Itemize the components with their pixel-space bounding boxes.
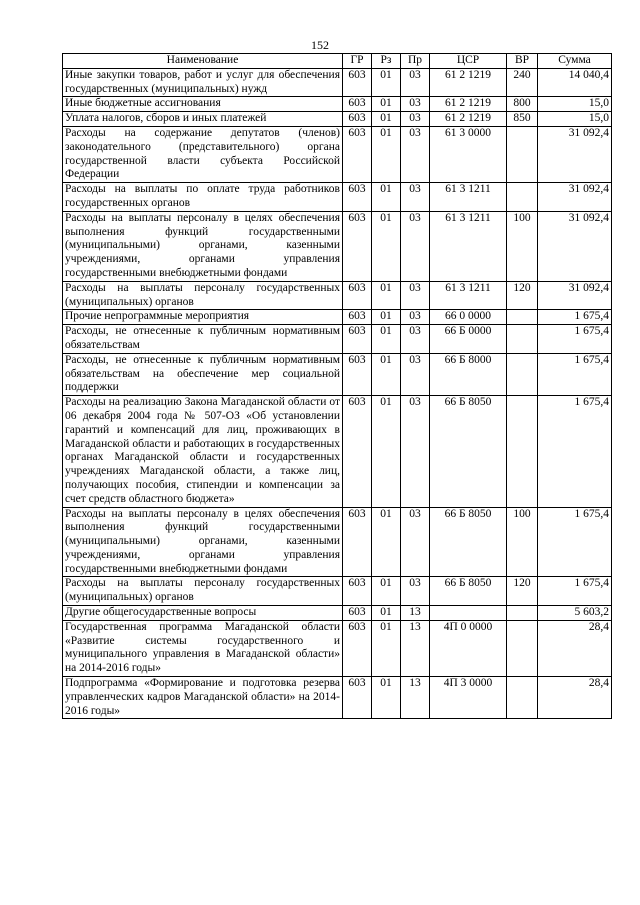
cell-name: Расходы на содержание депутатов (членов) законодательного (представительного) органа государственной власти субъекта Российской Федерации bbox=[63, 126, 343, 182]
cell-csr: 61 2 1219 bbox=[430, 112, 507, 127]
cell-sum: 1 675,4 bbox=[538, 396, 612, 507]
table-row bbox=[63, 353, 612, 395]
header-vr: ВР bbox=[507, 54, 538, 69]
cell-rz: 01 bbox=[372, 577, 401, 606]
cell-vr: 240 bbox=[507, 68, 538, 97]
table-row bbox=[63, 577, 612, 606]
cell-sum: 28,4 bbox=[538, 620, 612, 676]
header-csr: ЦСР bbox=[430, 54, 507, 69]
cell-gr: 603 bbox=[343, 677, 372, 719]
cell-csr: 61 3 1211 bbox=[430, 183, 507, 212]
cell-gr: 603 bbox=[343, 353, 372, 395]
cell-vr bbox=[507, 396, 538, 507]
cell-name: Расходы на выплаты персоналу государственных (муниципальных) органов bbox=[63, 281, 343, 310]
cell-name: Расходы на выплаты персоналу государственных (муниципальных) органов bbox=[63, 577, 343, 606]
cell-vr: 100 bbox=[507, 211, 538, 281]
table-row bbox=[63, 211, 612, 281]
cell-rz: 01 bbox=[372, 396, 401, 507]
cell-name: Другие общегосударственные вопросы bbox=[63, 606, 343, 621]
cell-gr: 603 bbox=[343, 68, 372, 97]
cell-sum: 31 092,4 bbox=[538, 211, 612, 281]
cell-csr: 66 Б 8050 bbox=[430, 396, 507, 507]
cell-csr: 4П 0 0000 bbox=[430, 620, 507, 676]
cell-name: Расходы на реализацию Закона Магаданской области от 06 декабря 2004 года № 507-ОЗ «Об установлении гарантий и компенсаций для лиц, проживающих в Магаданской области и работающих в государственных органах Магаданской области и государственных учреждениях Магаданской области, а также лиц, получающих пособия, стипендии и компенсации за счет средств областного бюджета» bbox=[63, 396, 343, 507]
cell-rz: 01 bbox=[372, 68, 401, 97]
cell-gr: 603 bbox=[343, 97, 372, 112]
cell-sum: 15,0 bbox=[538, 112, 612, 127]
cell-pr: 03 bbox=[401, 577, 430, 606]
cell-vr bbox=[507, 183, 538, 212]
cell-sum: 31 092,4 bbox=[538, 281, 612, 310]
cell-gr: 603 bbox=[343, 112, 372, 127]
cell-gr: 603 bbox=[343, 325, 372, 354]
table-row bbox=[63, 281, 612, 310]
cell-pr: 13 bbox=[401, 606, 430, 621]
cell-rz: 01 bbox=[372, 310, 401, 325]
cell-sum: 14 040,4 bbox=[538, 68, 612, 97]
cell-gr: 603 bbox=[343, 507, 372, 577]
header-sum: Сумма bbox=[538, 54, 612, 69]
table-row bbox=[63, 507, 612, 577]
cell-pr: 03 bbox=[401, 183, 430, 212]
cell-csr: 61 2 1219 bbox=[430, 68, 507, 97]
cell-gr: 603 bbox=[343, 183, 372, 212]
cell-vr bbox=[507, 606, 538, 621]
cell-rz: 01 bbox=[372, 677, 401, 719]
cell-pr: 13 bbox=[401, 620, 430, 676]
cell-csr: 66 Б 0000 bbox=[430, 325, 507, 354]
cell-rz: 01 bbox=[372, 97, 401, 112]
table-row bbox=[63, 183, 612, 212]
cell-csr: 61 3 1211 bbox=[430, 211, 507, 281]
cell-vr bbox=[507, 620, 538, 676]
cell-sum: 28,4 bbox=[538, 677, 612, 719]
cell-rz: 01 bbox=[372, 620, 401, 676]
table-row bbox=[63, 620, 612, 676]
cell-rz: 01 bbox=[372, 507, 401, 577]
cell-rz: 01 bbox=[372, 183, 401, 212]
cell-vr: 800 bbox=[507, 97, 538, 112]
cell-name: Расходы на выплаты персоналу в целях обеспечения выполнения функций государственными (муниципальными) органами, казенными учреждениями, органами управления государственными внебюджетными фондами bbox=[63, 507, 343, 577]
cell-name: Иные закупки товаров, работ и услуг для обеспечения государственных (муниципальных) нужд bbox=[63, 68, 343, 97]
cell-csr bbox=[430, 606, 507, 621]
cell-sum: 1 675,4 bbox=[538, 507, 612, 577]
cell-rz: 01 bbox=[372, 353, 401, 395]
cell-name: Иные бюджетные ассигнования bbox=[63, 97, 343, 112]
cell-csr: 66 Б 8050 bbox=[430, 507, 507, 577]
cell-vr bbox=[507, 677, 538, 719]
cell-sum: 31 092,4 bbox=[538, 183, 612, 212]
cell-rz: 01 bbox=[372, 211, 401, 281]
cell-sum: 1 675,4 bbox=[538, 577, 612, 606]
cell-gr: 603 bbox=[343, 211, 372, 281]
table-row bbox=[63, 126, 612, 182]
table-row bbox=[63, 112, 612, 127]
cell-csr: 61 2 1219 bbox=[430, 97, 507, 112]
cell-vr bbox=[507, 325, 538, 354]
cell-pr: 03 bbox=[401, 97, 430, 112]
cell-pr: 03 bbox=[401, 211, 430, 281]
cell-csr: 66 0 0000 bbox=[430, 310, 507, 325]
cell-pr: 03 bbox=[401, 310, 430, 325]
cell-vr: 850 bbox=[507, 112, 538, 127]
cell-csr: 61 3 0000 bbox=[430, 126, 507, 182]
cell-vr bbox=[507, 353, 538, 395]
cell-vr: 120 bbox=[507, 281, 538, 310]
cell-pr: 03 bbox=[401, 112, 430, 127]
cell-sum: 1 675,4 bbox=[538, 353, 612, 395]
cell-vr: 120 bbox=[507, 577, 538, 606]
cell-gr: 603 bbox=[343, 606, 372, 621]
cell-vr: 100 bbox=[507, 507, 538, 577]
cell-pr: 03 bbox=[401, 126, 430, 182]
cell-csr: 4П 3 0000 bbox=[430, 677, 507, 719]
cell-name: Государственная программа Магаданской области «Развитие системы государственного и муниципального управления в Магаданской области» на 2014-2016 годы» bbox=[63, 620, 343, 676]
cell-vr bbox=[507, 310, 538, 325]
table-row bbox=[63, 396, 612, 507]
cell-rz: 01 bbox=[372, 325, 401, 354]
cell-name: Расходы, не отнесенные к публичным нормативным обязательствам bbox=[63, 325, 343, 354]
cell-pr: 03 bbox=[401, 68, 430, 97]
header-name: Наименование bbox=[63, 54, 343, 69]
cell-name: Расходы на выплаты по оплате труда работников государственных органов bbox=[63, 183, 343, 212]
cell-name: Прочие непрограммные мероприятия bbox=[63, 310, 343, 325]
header-pr: Пр bbox=[401, 54, 430, 69]
cell-pr: 03 bbox=[401, 396, 430, 507]
cell-csr: 66 Б 8050 bbox=[430, 577, 507, 606]
cell-name: Расходы, не отнесенные к публичным нормативным обязательствам на обеспечение мер социальной поддержки bbox=[63, 353, 343, 395]
cell-csr: 61 3 1211 bbox=[430, 281, 507, 310]
table-row bbox=[63, 310, 612, 325]
cell-csr: 66 Б 8000 bbox=[430, 353, 507, 395]
cell-pr: 03 bbox=[401, 507, 430, 577]
cell-sum: 1 675,4 bbox=[538, 310, 612, 325]
cell-rz: 01 bbox=[372, 281, 401, 310]
cell-gr: 603 bbox=[343, 126, 372, 182]
cell-gr: 603 bbox=[343, 281, 372, 310]
cell-name: Уплата налогов, сборов и иных платежей bbox=[63, 112, 343, 127]
table-row bbox=[63, 68, 612, 97]
table-row bbox=[63, 325, 612, 354]
cell-gr: 603 bbox=[343, 310, 372, 325]
cell-name: Расходы на выплаты персоналу в целях обеспечения выполнения функций государственными (муниципальными) органами, казенными учреждениями, органами управления государственными внебюджетными фондами bbox=[63, 211, 343, 281]
cell-rz: 01 bbox=[372, 606, 401, 621]
cell-sum: 5 603,2 bbox=[538, 606, 612, 621]
page-number: 152 bbox=[311, 38, 329, 52]
header-rz: Рз bbox=[372, 54, 401, 69]
cell-name: Подпрограмма «Формирование и подготовка резерва управленческих кадров Магаданской области» на 2014-2016 годы» bbox=[63, 677, 343, 719]
table-row bbox=[63, 606, 612, 621]
table-row bbox=[63, 97, 612, 112]
cell-gr: 603 bbox=[343, 577, 372, 606]
cell-vr bbox=[507, 126, 538, 182]
cell-gr: 603 bbox=[343, 620, 372, 676]
header-gr: ГР bbox=[343, 54, 372, 69]
cell-pr: 03 bbox=[401, 325, 430, 354]
header-row bbox=[63, 54, 612, 69]
table-row bbox=[63, 677, 612, 719]
cell-pr: 13 bbox=[401, 677, 430, 719]
cell-pr: 03 bbox=[401, 281, 430, 310]
cell-gr: 603 bbox=[343, 396, 372, 507]
cell-pr: 03 bbox=[401, 353, 430, 395]
cell-sum: 15,0 bbox=[538, 97, 612, 112]
cell-rz: 01 bbox=[372, 126, 401, 182]
cell-sum: 31 092,4 bbox=[538, 126, 612, 182]
budget-table bbox=[62, 53, 612, 719]
cell-sum: 1 675,4 bbox=[538, 325, 612, 354]
cell-rz: 01 bbox=[372, 112, 401, 127]
